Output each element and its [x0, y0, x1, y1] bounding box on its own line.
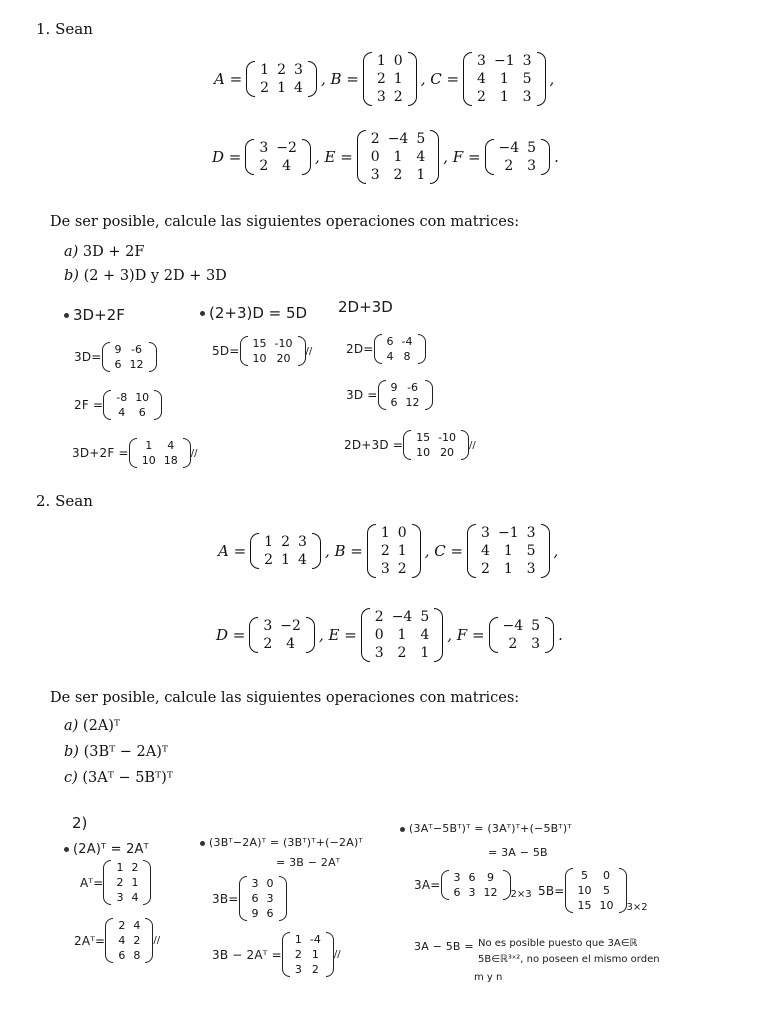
hand-s2-heading-a: (2A)ᵀ = 2Aᵀ: [64, 842, 149, 857]
matrix-cell: 2: [508, 636, 518, 652]
matrix-cell: 4: [167, 439, 175, 452]
matrix-cell: 20: [276, 352, 291, 365]
matrix-name-f: , F =: [447, 626, 485, 644]
matrix-cell: −4: [391, 609, 413, 625]
matrix-cell: 5: [526, 543, 536, 559]
matrix-cell: 10: [416, 446, 431, 459]
matrix-cell: 20: [440, 446, 455, 459]
matrix-cell: 4: [131, 891, 139, 904]
hand-s1-heading-a: 3D+2F: [64, 306, 125, 324]
matrix-name-d: D =: [212, 148, 242, 166]
hand-s2-number: 2): [72, 814, 88, 832]
matrix-name-f: , F =: [443, 148, 481, 166]
matrix-cell: -4: [309, 933, 321, 946]
matrix-cell: 10: [577, 884, 592, 897]
matrix-cell: 6: [386, 335, 394, 348]
section-1-item-b: b) (2 + 3)D y 2D + 3D: [64, 268, 227, 284]
matrix-cell: 1: [380, 525, 390, 541]
matrix-name-b: , B =: [324, 542, 363, 560]
matrix-e: [357, 130, 439, 184]
matrix-cell: 1: [416, 167, 426, 183]
matrix-cell: 12: [405, 396, 420, 409]
matrix-cell: 6: [251, 892, 259, 905]
matrix-cell: 1: [131, 876, 139, 889]
matrix-cell: 6: [453, 886, 461, 899]
matrix-cell: 18: [163, 454, 178, 467]
matrix-cell: 3: [522, 89, 532, 105]
matrix-cell: 2: [397, 645, 407, 661]
matrix-cell: 4: [133, 919, 141, 932]
matrix-cell: 2: [374, 609, 384, 625]
period: .: [554, 148, 559, 166]
handwritten-matrix: [378, 380, 433, 410]
hand-s1-heading-c: 2D+3D: [338, 298, 393, 316]
matrix-cell: 2: [263, 636, 273, 652]
matrix-cell: 1: [145, 439, 153, 452]
handwritten-matrix: [103, 390, 162, 420]
matrix-cell: 1: [420, 645, 430, 661]
matrix-cell: 3: [116, 891, 124, 904]
matrix-name-c: , C =: [424, 542, 464, 560]
hand-s1-2d: 2D= 6 -4 4 8: [346, 334, 426, 364]
matrix-cell: 6: [390, 396, 398, 409]
matrix-cell: 2: [259, 158, 269, 174]
matrix-cell: 8: [403, 350, 411, 363]
handwritten-matrix: [102, 342, 157, 372]
matrix-cell: 2: [133, 934, 141, 947]
matrix-cell: 10: [252, 352, 267, 365]
matrix-name-b: , B =: [320, 70, 359, 88]
matrix-cell: −4: [498, 140, 520, 156]
matrix-cell: 4: [294, 80, 303, 96]
matrix-cell: 2: [393, 167, 403, 183]
hand-s1-5d: 5D= 15 -10 10 20 //: [212, 337, 313, 365]
matrix-cell: 0: [370, 149, 380, 165]
matrix-cell: 9: [251, 907, 259, 920]
matrix-cell: 1: [264, 534, 274, 550]
matrix-cell: 10: [135, 391, 150, 404]
matrix-cell: 15: [252, 337, 267, 350]
matrix-cell: 0: [393, 53, 403, 69]
matrix-cell: 3: [522, 53, 532, 69]
matrix-cell: 2: [380, 543, 390, 559]
matrix-cell: 5: [416, 131, 426, 147]
matrix-cell: 8: [133, 949, 141, 962]
hand-s2-heading-c2: = 3A − 5B: [488, 846, 548, 859]
hand-s2-heading-c: (3Aᵀ−5Bᵀ)ᵀ = (3Aᵀ)ᵀ+(−5Bᵀ)ᵀ: [400, 822, 572, 835]
section-2-item-c: c) (3Aᵀ − 5Bᵀ)ᵀ: [64, 770, 173, 786]
section-1-number: 1. Sean: [36, 20, 93, 38]
matrix-cell: 3: [263, 618, 273, 634]
hand-s2-final-line1: No es posible puesto que 3A∈ℝ: [478, 938, 638, 949]
matrix-cell: 1: [393, 71, 403, 87]
matrix-a: [246, 61, 317, 97]
period: ,: [549, 70, 555, 88]
matrix-cell: 1: [503, 561, 513, 577]
hand-s2-final-label: 3A − 5B =: [414, 940, 474, 953]
matrix-cell: 5: [527, 140, 537, 156]
hand-s2-heading-b: (3Bᵀ−2A)ᵀ = (3Bᵀ)ᵀ+(−2A)ᵀ: [200, 836, 363, 849]
matrix-cell: 2: [393, 89, 403, 105]
matrix-cell: 4: [420, 627, 430, 643]
matrix-cell: 4: [282, 158, 292, 174]
handwritten-matrix: [105, 918, 153, 963]
matrix-cell: 3: [370, 167, 380, 183]
hand-s2-3b: 3B= 3 0 6 3 9 6: [212, 876, 287, 921]
matrix-cell: -4: [401, 335, 413, 348]
matrix-cell: 0: [603, 869, 611, 882]
matrices-row-3: [218, 524, 558, 578]
matrix-cell: 4: [416, 149, 426, 165]
matrix-cell: 5: [420, 609, 430, 625]
matrix-cell: 2: [481, 561, 490, 577]
matrix-cell: 12: [483, 886, 498, 899]
matrix-f: [485, 139, 551, 175]
matrix-cell: −1: [493, 53, 515, 69]
matrix-cell: 4: [118, 406, 126, 419]
matrix-cell: −2: [276, 140, 297, 156]
matrix-cell: 3: [526, 561, 536, 577]
matrix-cell: 4: [298, 552, 307, 568]
hand-s1-3d-b: 3D = 9 -6 6 12: [346, 380, 433, 410]
hand-s2-heading-b2: = 3B − 2Aᵀ: [276, 856, 341, 869]
matrix-name-c: , C =: [420, 70, 460, 88]
matrix-b: [363, 52, 417, 106]
section-2-item-a: a) (2A)ᵀ: [64, 718, 121, 734]
matrix-cell: 5: [531, 618, 541, 634]
period: .: [558, 626, 563, 644]
matrix-cell: 10: [599, 899, 614, 912]
matrices-row-1: [214, 52, 554, 106]
matrix-cell: 3: [259, 140, 269, 156]
handwritten-matrix: [374, 334, 426, 364]
matrix-cell: −1: [497, 525, 519, 541]
matrix-cell: 6: [118, 949, 126, 962]
handwritten-matrix: [239, 876, 287, 921]
matrix-name-e: , E =: [314, 148, 353, 166]
matrix-cell: 4: [386, 350, 394, 363]
matrix-cell: 2: [370, 131, 380, 147]
matrix-cell: 1: [277, 80, 287, 96]
matrix-cell: 2: [311, 963, 319, 976]
matrix-cell: 5: [603, 884, 611, 897]
matrix-cell: 0: [266, 877, 274, 890]
matrix-cell: 2: [281, 534, 291, 550]
matrix-cell: 1: [397, 543, 407, 559]
matrix-f: [489, 617, 555, 653]
matrix-cell: 2: [277, 62, 287, 78]
section-1-prompt: De ser posible, calcule las siguientes operaciones con matrices:: [50, 214, 520, 230]
matrices-row-2: [212, 130, 559, 184]
matrix-cell: 15: [577, 899, 592, 912]
matrix-cell: 2: [260, 80, 270, 96]
matrix-cell: 3: [376, 89, 386, 105]
matrix-cell: 3: [527, 158, 537, 174]
matrix-cell: 1: [393, 149, 403, 165]
matrix-cell: -10: [438, 431, 457, 444]
matrix-name-e: , E =: [318, 626, 357, 644]
hand-s1-2f: 2F = -8 10 4 6: [74, 390, 162, 420]
matrix-cell: −4: [387, 131, 409, 147]
matrix-cell: 2: [477, 89, 486, 105]
matrix-cell: −2: [280, 618, 301, 634]
section-2-prompt: De ser posible, calcule las siguientes operaciones con matrices:: [50, 690, 520, 706]
section-1-item-a: a) 3D + 2F: [64, 244, 145, 260]
matrices-row-4: [216, 608, 563, 662]
matrix-name-a: A =: [218, 542, 247, 560]
hand-s2-3b-2at: 3B − 2Aᵀ = 1 -4 2 1 3 2 //: [212, 933, 341, 976]
hand-s2-3a: 3A= 3 6 9 6 3 12 2×3: [414, 871, 532, 900]
matrix-cell: 1: [397, 627, 407, 643]
handwritten-matrix: [565, 868, 627, 913]
hand-s2-final-line2: 5B∈ℝ³ˣ², no poseen el mismo orden: [478, 954, 660, 965]
matrix-cell: 9: [487, 871, 494, 884]
matrix-cell: 0: [374, 627, 384, 643]
matrix-e: [361, 608, 443, 662]
matrix-cell: 3: [374, 645, 384, 661]
handwritten-matrix: [240, 336, 306, 366]
matrix-d: [249, 617, 315, 653]
matrix-cell: 3: [453, 871, 461, 884]
matrix-cell: 3: [468, 886, 476, 899]
matrix-cell: 4: [477, 71, 486, 87]
handwritten-matrix: [441, 870, 511, 900]
matrix-cell: 3: [531, 636, 541, 652]
matrix-cell: 6: [138, 406, 146, 419]
handwritten-matrix: [103, 860, 151, 905]
hand-s1-2d3d: 2D+3D = 15 -10 10 20 //: [344, 431, 476, 459]
matrix-cell: 2: [116, 876, 124, 889]
matrix-cell: 3: [251, 877, 259, 890]
hand-s2-5b: 5B= 5 0 10 5 15 10 3×2: [538, 869, 648, 913]
matrix-cell: 10: [141, 454, 156, 467]
matrix-cell: 0: [397, 525, 407, 541]
matrix-cell: 3: [266, 892, 274, 905]
matrix-cell: 1: [499, 71, 509, 87]
period: ,: [553, 542, 559, 560]
matrix-cell: 12: [129, 358, 144, 371]
hand-s1-heading-b: (2+3)D = 5D: [200, 304, 307, 322]
matrix-cell: 3: [481, 525, 490, 541]
matrix-a: [250, 533, 321, 569]
handwritten-matrix: [282, 932, 334, 977]
matrix-cell: 2: [504, 158, 514, 174]
matrix-d: [245, 139, 311, 175]
matrix-cell: -10: [274, 337, 293, 350]
matrix-cell: 1: [503, 543, 513, 559]
matrix-cell: 1: [376, 53, 386, 69]
hand-s2-final-line3: m y n: [474, 972, 503, 983]
matrix-cell: 3: [477, 53, 486, 69]
matrix-cell: 4: [286, 636, 296, 652]
matrix-name-d: D =: [216, 626, 246, 644]
matrix-cell: -8: [116, 391, 128, 404]
handwritten-matrix: [403, 430, 469, 460]
matrix-cell: 9: [390, 381, 398, 394]
matrix-cell: 1: [294, 933, 302, 946]
hand-s1-sum: 3D+2F = 1 4 10 18 //: [72, 439, 198, 467]
matrix-cell: 1: [281, 552, 291, 568]
matrix-cell: 3: [294, 62, 303, 78]
matrix-cell: 5: [522, 71, 532, 87]
matrix-cell: 3: [294, 963, 302, 976]
matrix-cell: 3: [298, 534, 307, 550]
matrix-c: [467, 524, 549, 578]
section-2-number: 2. Sean: [36, 492, 93, 510]
matrix-cell: 1: [499, 89, 509, 105]
matrix-cell: 3: [526, 525, 536, 541]
matrix-b: [367, 524, 421, 578]
matrix-cell: 4: [118, 934, 126, 947]
handwritten-matrix: [129, 438, 191, 468]
matrix-cell: 6: [266, 907, 274, 920]
matrix-cell: -6: [407, 381, 419, 394]
matrix-cell: 4: [481, 543, 490, 559]
section-2-item-b: b) (3Bᵀ − 2A)ᵀ: [64, 744, 168, 760]
matrix-cell: 6: [114, 358, 122, 371]
matrix-cell: 1: [260, 62, 270, 78]
matrix-cell: 15: [416, 431, 431, 444]
matrix-name-a: A =: [214, 70, 243, 88]
hand-s2-at: Aᵀ= 1 2 2 1 3 4: [80, 860, 151, 905]
hand-s1-3d: 3D= 9 -6 6 12: [74, 342, 157, 372]
matrix-cell: 2: [264, 552, 274, 568]
matrix-cell: −4: [502, 618, 524, 634]
matrix-cell: 2: [376, 71, 386, 87]
matrix-cell: 5: [581, 869, 589, 882]
matrix-cell: 2: [294, 948, 302, 961]
matrix-cell: 2: [118, 919, 126, 932]
matrix-cell: -6: [131, 343, 143, 356]
matrix-cell: 3: [380, 561, 390, 577]
matrix-c: [463, 52, 545, 106]
matrix-cell: 6: [468, 871, 476, 884]
hand-s2-2at: 2Aᵀ= 2 4 4 2 6 8 //: [74, 919, 161, 962]
matrix-cell: 1: [116, 861, 124, 874]
matrix-cell: 1: [311, 948, 319, 961]
matrix-cell: 9: [114, 343, 122, 356]
matrix-cell: 2: [397, 561, 407, 577]
matrix-cell: 2: [131, 861, 139, 874]
